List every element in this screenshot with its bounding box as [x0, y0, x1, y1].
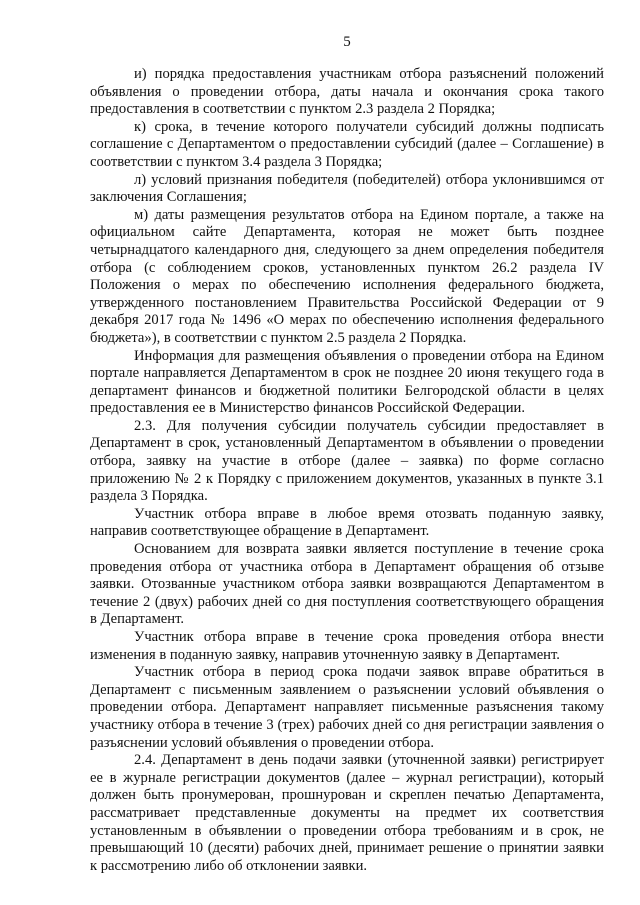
paragraph-clarification-request: Участник отбора в период срока подачи заявок вправе обратиться в Департамент с письменным заявлением о разъяснении условий объявления о проведении отбора. Департамент направляет письменные разъяснения такому участнику отбора в течение 3 (трех) рабочих дней со дня регистрации заявления о разъяснении условий объявления о проведении отбора. — [90, 664, 604, 751]
paragraph-withdraw-right: Участник отбора вправе в любое время отозвать поданную заявку, направив соответствующее обращение в Департамент. — [90, 505, 604, 540]
paragraph-item-l: л) условий признания победителя (победителей) отбора уклонившимся от заключения Соглашения; — [90, 171, 604, 206]
page-number: 5 — [343, 34, 351, 50]
paragraph-amend-right: Участник отбора вправе в течение срока проведения отбора внести изменения в поданную заявку, направив уточненную заявку в Департамент. — [90, 629, 604, 663]
paragraph-return-basis: Основанием для возврата заявки является поступление в течение срока проведения отбора от участника отбора в Департамент обращения об отзыве заявки. Отозванные участником отбора заявки возвращаются Департаментом в течение 2 (двух) рабочих дней со дня поступления соответствующего обращения в Департамент. — [90, 541, 604, 628]
paragraph-section-2-3: 2.3. Для получения субсидии получатель субсидии предоставляет в Департамент в срок, установленный Департаментом в объявлении о проведении отбора, заявку на участие в отборе (далее – заявка) по форме согласно приложению № 2 к Порядку с приложением документов, указанных в пункте 3.1 раздела 3 Порядка. — [90, 417, 604, 505]
paragraph-section-2-4: 2.4. Департамент в день подачи заявки (уточненной заявки) регистрирует ее в журнале регистрации документов (далее – журнал регистрации), который должен быть пронумерован, прошнурован и скреплен печатью Департамента, рассматривает представленные документы на предмет их соответствия установленным в объявлении о проведении отбора требованиям и в срок, не превышающий 10 (десяти) рабочих дней, принимает решение о принятии заявки к рассмотрению либо об отклонении заявки. — [90, 752, 604, 874]
paragraph-publication-info: Информация для размещения объявления о проведении отбора на Едином портале направляется Департаментом в срок не позднее 20 июня текущего года в департамент финансов и бюджетной политики Белгородской области в целях предоставления ее в Министерство финансов Российской Федерации. — [90, 347, 604, 417]
paragraph-item-m: м) даты размещения результатов отбора на Едином портале, а также на официальном сайте Департамента, которая не может быть позднее четырнадцатого календарного дня, следующего за днем определения победителя отбора (с соблюдением сроков, установленных пунктом 26.2 раздела IV Положения о мерах по обеспечению исполнения федерального бюджета, утвержденного постановлением Правительства Российской Федерации от 9 декабря 2017 года № 1496 «О мерах по обеспечению исполнения федерального бюджета»), в соответствии с пунктом 2.5 раздела 2 Порядка. — [90, 206, 604, 346]
paragraph-item-k: к) срока, в течение которого получатели субсидий должны подписать соглашение с Департаментом о предоставлении субсидий (далее – Соглашение) в соответствии с пунктом 3.4 раздела 3 Порядка; — [90, 118, 604, 170]
paragraph-item-i: и) порядка предоставления участникам отбора разъяснений положений объявления о проведении отбора, даты начала и окончания срока такого предоставления в соответствии с пунктом 2.3 раздела 2 Порядка; — [90, 66, 604, 118]
